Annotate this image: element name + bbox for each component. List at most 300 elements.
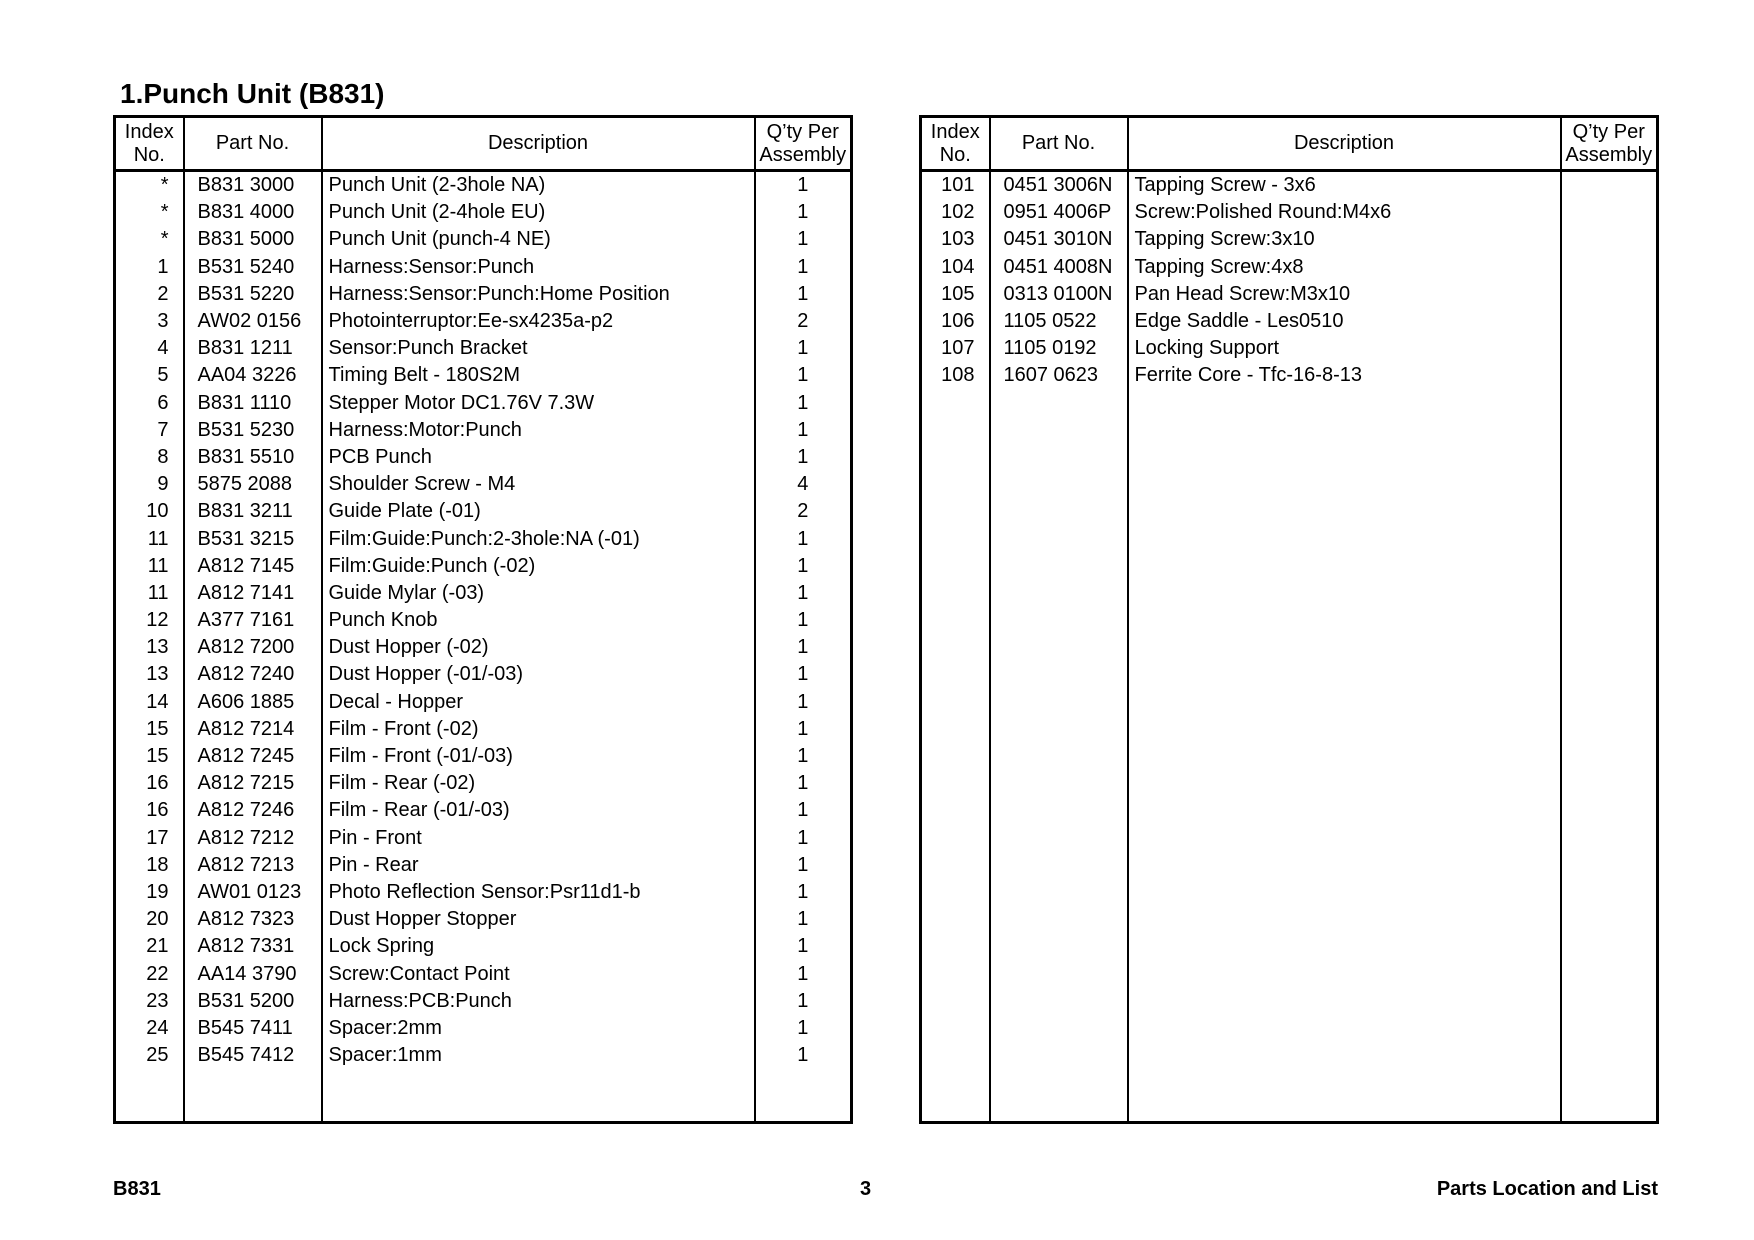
qty-cell — [1561, 335, 1658, 362]
description-cell: Stepper Motor DC1.76V 7.3W — [322, 390, 755, 417]
qty-cell — [1561, 226, 1658, 253]
part-no-cell — [990, 852, 1128, 879]
description-cell: Screw:Contact Point — [322, 960, 755, 987]
description-cell: PCB Punch — [322, 444, 755, 471]
table-row — [115, 634, 852, 661]
description-cell: Tapping Screw - 3x6 — [1128, 171, 1561, 200]
index-cell: 10 — [146, 500, 169, 523]
index-header-line-2: No. — [133, 143, 165, 166]
qty-cell: 1 — [755, 525, 852, 552]
index-cell: 11 — [147, 554, 169, 577]
empty-table-row — [921, 906, 1658, 933]
empty-table-row — [921, 825, 1658, 852]
description-cell — [1128, 1015, 1561, 1042]
table-row — [115, 716, 852, 743]
part-no-cell: B531 5230 — [184, 417, 322, 444]
index-cell: 13 — [146, 663, 169, 686]
qty-header-line-2: Assembly — [1565, 143, 1653, 166]
spacer-cell — [1561, 1069, 1658, 1123]
description-cell: Timing Belt - 180S2M — [322, 362, 755, 389]
empty-table-row — [921, 525, 1658, 552]
part-no-cell: 1105 0522 — [990, 308, 1128, 335]
qty-cell: 1 — [755, 362, 852, 389]
table-spacer-row — [921, 1069, 1658, 1123]
qty-cell — [1561, 1042, 1658, 1069]
empty-table-row — [921, 444, 1658, 471]
qty-cell — [1561, 553, 1658, 580]
index-cell: 12 — [146, 609, 169, 632]
description-cell — [1128, 852, 1561, 879]
part-no-cell: A812 7331 — [184, 933, 322, 960]
description-cell — [1128, 770, 1561, 797]
index-cell: 3 — [157, 310, 169, 333]
part-no-cell: 1105 0192 — [990, 335, 1128, 362]
description-cell — [1128, 525, 1561, 552]
table-row — [921, 362, 1658, 389]
description-cell — [1128, 634, 1561, 661]
description-cell: Spacer:2mm — [322, 1015, 755, 1042]
table-header-row — [115, 117, 852, 171]
description-cell: Film - Front (-01/-03) — [322, 743, 755, 770]
qty-cell: 1 — [755, 825, 852, 852]
qty-cell: 1 — [755, 933, 852, 960]
qty-cell: 1 — [755, 281, 852, 308]
description-cell: Harness:Sensor:Punch:Home Position — [322, 281, 755, 308]
part-no-cell: A812 7323 — [184, 906, 322, 933]
index-header-line-2: No. — [939, 143, 971, 166]
index-cell — [921, 852, 990, 879]
index-cell: 6 — [157, 391, 169, 414]
spacer-cell — [1128, 1069, 1561, 1123]
qty-header-line-1: Q’ty Per — [1572, 120, 1645, 143]
spacer-cell — [990, 1069, 1128, 1123]
qty-cell: 1 — [755, 743, 852, 770]
index-cell: 17 — [146, 826, 169, 849]
part-no-cell: A812 7245 — [184, 743, 322, 770]
part-no-cell — [990, 906, 1128, 933]
table-row — [115, 444, 852, 471]
description-cell — [1128, 661, 1561, 688]
empty-table-row — [921, 879, 1658, 906]
table-row — [115, 607, 852, 634]
index-cell — [921, 553, 990, 580]
description-cell: Film:Guide:Punch:2-3hole:NA (-01) — [322, 525, 755, 552]
qty-cell — [1561, 444, 1658, 471]
empty-table-row — [921, 960, 1658, 987]
part-no-cell — [990, 689, 1128, 716]
part-no-cell: A812 7200 — [184, 634, 322, 661]
part-no-cell: B831 5510 — [184, 444, 322, 471]
description-cell: Guide Plate (-01) — [322, 498, 755, 525]
qty-cell — [1561, 906, 1658, 933]
qty-cell — [1561, 689, 1658, 716]
description-cell: Spacer:1mm — [322, 1042, 755, 1069]
empty-table-row — [921, 661, 1658, 688]
table-row — [115, 226, 852, 253]
index-cell — [921, 498, 990, 525]
index-cell — [921, 1015, 990, 1042]
index-cell — [921, 689, 990, 716]
table-row — [115, 852, 852, 879]
index-header-line-1: Index — [124, 120, 174, 143]
description-cell: Dust Hopper (-01/-03) — [322, 661, 755, 688]
table-row — [115, 199, 852, 226]
description-cell — [1128, 1042, 1561, 1069]
part-no-cell: A812 7215 — [184, 770, 322, 797]
footer-page-number: 3 — [860, 1178, 872, 1200]
table-row — [115, 553, 852, 580]
index-cell: 106 — [941, 310, 975, 333]
index-cell — [921, 607, 990, 634]
spacer-cell — [921, 1069, 990, 1123]
index-cell — [921, 390, 990, 417]
index-cell: 16 — [146, 799, 169, 822]
qty-cell — [1561, 498, 1658, 525]
description-cell: Film - Rear (-01/-03) — [322, 797, 755, 824]
index-cell: 13 — [146, 636, 169, 659]
description-cell — [1128, 498, 1561, 525]
empty-table-row — [921, 689, 1658, 716]
index-cell: 21 — [146, 935, 169, 958]
part-no-cell — [990, 879, 1128, 906]
qty-cell — [1561, 254, 1658, 281]
part-no-cell: 0451 3006N — [990, 171, 1128, 200]
index-cell: 14 — [146, 690, 169, 713]
qty-cell: 1 — [755, 797, 852, 824]
empty-table-row — [921, 580, 1658, 607]
index-cell: 108 — [941, 364, 975, 387]
index-cell — [921, 988, 990, 1015]
part-no-cell — [990, 1015, 1128, 1042]
part-no-cell: A812 7212 — [184, 825, 322, 852]
description-cell: Harness:Sensor:Punch — [322, 254, 755, 281]
part-no-cell: AA14 3790 — [184, 960, 322, 987]
index-cell — [921, 960, 990, 987]
empty-table-row — [921, 716, 1658, 743]
description-cell: Dust Hopper Stopper — [322, 906, 755, 933]
qty-cell — [1561, 1015, 1658, 1042]
description-cell — [1128, 689, 1561, 716]
description-cell: Tapping Screw:3x10 — [1128, 226, 1561, 253]
part-no-cell: A377 7161 — [184, 607, 322, 634]
index-cell: 4 — [157, 337, 169, 360]
index-cell: 25 — [146, 1044, 169, 1067]
index-header — [115, 117, 184, 171]
empty-table-row — [921, 498, 1658, 525]
qty-header-line-1: Q’ty Per — [766, 120, 839, 143]
part-no-cell — [990, 471, 1128, 498]
description-cell: Screw:Polished Round:M4x6 — [1128, 199, 1561, 226]
description-cell — [1128, 960, 1561, 987]
table-row — [115, 1042, 852, 1069]
index-cell — [921, 634, 990, 661]
index-cell: 20 — [146, 908, 169, 931]
table-row — [115, 743, 852, 770]
part-no-cell — [990, 553, 1128, 580]
table-row — [921, 281, 1658, 308]
description-cell — [1128, 607, 1561, 634]
part-no-cell: B531 5200 — [184, 988, 322, 1015]
index-cell: 11 — [147, 527, 169, 550]
table-row — [115, 498, 852, 525]
parts-table-right — [919, 115, 1659, 1124]
part-no-cell: A606 1885 — [184, 689, 322, 716]
part-no-cell — [990, 988, 1128, 1015]
table-row — [115, 254, 852, 281]
qty-cell: 1 — [755, 171, 852, 200]
qty-cell — [1561, 852, 1658, 879]
table-row — [115, 308, 852, 335]
empty-table-row — [921, 743, 1658, 770]
part-no-cell: A812 7213 — [184, 852, 322, 879]
part-no-cell — [990, 770, 1128, 797]
index-cell: 11 — [147, 581, 169, 604]
part-no-cell: A812 7214 — [184, 716, 322, 743]
index-cell: 8 — [157, 445, 169, 468]
parts-table-left-body — [115, 171, 852, 1123]
part-no-header: Part No. — [990, 117, 1128, 171]
qty-cell: 1 — [755, 199, 852, 226]
qty-cell: 1 — [755, 417, 852, 444]
table-row — [115, 770, 852, 797]
table-row — [115, 362, 852, 389]
description-cell: Pin - Front — [322, 825, 755, 852]
description-cell: Locking Support — [1128, 335, 1561, 362]
part-no-cell — [990, 607, 1128, 634]
part-no-cell — [990, 797, 1128, 824]
part-no-cell: 0451 4008N — [990, 254, 1128, 281]
part-no-cell: AW01 0123 — [184, 879, 322, 906]
part-no-cell — [990, 498, 1128, 525]
footer-model: B831 — [113, 1178, 161, 1200]
description-cell: Film - Rear (-02) — [322, 770, 755, 797]
description-cell: Photointerruptor:Ee-sx4235a-p2 — [322, 308, 755, 335]
qty-cell: 1 — [755, 716, 852, 743]
index-cell: 15 — [146, 717, 169, 740]
qty-cell — [1561, 879, 1658, 906]
part-no-cell: B545 7412 — [184, 1042, 322, 1069]
part-no-cell — [990, 634, 1128, 661]
index-cell — [921, 825, 990, 852]
qty-cell — [1561, 743, 1658, 770]
empty-table-row — [921, 417, 1658, 444]
index-cell: 104 — [941, 255, 975, 278]
description-cell — [1128, 444, 1561, 471]
index-cell — [921, 1042, 990, 1069]
part-no-cell: B531 3215 — [184, 525, 322, 552]
qty-cell — [1561, 988, 1658, 1015]
index-cell — [921, 417, 990, 444]
table-row — [115, 879, 852, 906]
qty-cell: 1 — [755, 444, 852, 471]
description-cell: Shoulder Screw - M4 — [322, 471, 755, 498]
empty-table-row — [921, 553, 1658, 580]
description-cell — [1128, 471, 1561, 498]
index-cell: 16 — [146, 772, 169, 795]
index-cell — [921, 661, 990, 688]
table-row — [115, 661, 852, 688]
index-cell: 103 — [941, 228, 975, 251]
index-cell — [921, 879, 990, 906]
empty-table-row — [921, 933, 1658, 960]
part-no-cell: B831 3000 — [184, 171, 322, 200]
part-no-cell — [990, 580, 1128, 607]
qty-cell — [1561, 199, 1658, 226]
description-cell — [1128, 417, 1561, 444]
index-cell: 2 — [157, 282, 169, 305]
qty-cell: 1 — [755, 607, 852, 634]
qty-cell: 1 — [755, 580, 852, 607]
qty-cell: 1 — [755, 226, 852, 253]
qty-cell — [1561, 661, 1658, 688]
qty-cell: 1 — [755, 1042, 852, 1069]
index-cell: 7 — [157, 418, 169, 441]
parts-table-left — [113, 115, 853, 1124]
empty-table-row — [921, 390, 1658, 417]
description-cell — [1128, 797, 1561, 824]
part-no-cell: B545 7411 — [184, 1015, 322, 1042]
description-cell — [1128, 390, 1561, 417]
table-row — [115, 906, 852, 933]
index-cell — [921, 797, 990, 824]
qty-cell — [1561, 390, 1658, 417]
part-no-cell: B831 1110 — [184, 390, 322, 417]
description-cell: Pin - Rear — [322, 852, 755, 879]
qty-cell — [1561, 525, 1658, 552]
qty-cell: 1 — [755, 960, 852, 987]
description-cell: Film - Front (-02) — [322, 716, 755, 743]
description-cell — [1128, 743, 1561, 770]
part-no-cell — [990, 960, 1128, 987]
index-cell: 19 — [146, 880, 169, 903]
part-no-cell: 1607 0623 — [990, 362, 1128, 389]
part-no-cell: B531 5240 — [184, 254, 322, 281]
part-no-cell: 0313 0100N — [990, 281, 1128, 308]
empty-table-row — [921, 852, 1658, 879]
part-no-cell: B831 4000 — [184, 199, 322, 226]
table-row — [115, 797, 852, 824]
qty-cell — [1561, 281, 1658, 308]
table-row — [115, 988, 852, 1015]
qty-cell: 1 — [755, 1015, 852, 1042]
table-spacer-row — [115, 1069, 852, 1123]
page-title: 1.Punch Unit (B831) — [120, 78, 385, 109]
qty-cell — [1561, 417, 1658, 444]
description-cell: Punch Knob — [322, 607, 755, 634]
index-cell — [921, 933, 990, 960]
qty-cell: 2 — [755, 308, 852, 335]
description-header: Description — [322, 117, 755, 171]
qty-cell: 1 — [755, 689, 852, 716]
description-cell — [1128, 906, 1561, 933]
part-no-cell: A812 7240 — [184, 661, 322, 688]
table-row — [921, 199, 1658, 226]
index-cell — [921, 580, 990, 607]
description-cell: Edge Saddle - Les0510 — [1128, 308, 1561, 335]
qty-cell — [1561, 634, 1658, 661]
index-cell: * — [160, 201, 169, 224]
qty-cell — [1561, 471, 1658, 498]
description-cell: Dust Hopper (-02) — [322, 634, 755, 661]
index-cell — [921, 525, 990, 552]
table-row — [115, 171, 852, 200]
table-row — [921, 254, 1658, 281]
description-cell — [1128, 553, 1561, 580]
qty-cell: 4 — [755, 471, 852, 498]
empty-table-row — [921, 1042, 1658, 1069]
table-row — [115, 960, 852, 987]
qty-cell: 1 — [755, 879, 852, 906]
description-cell — [1128, 716, 1561, 743]
index-cell: 107 — [941, 337, 975, 360]
index-cell — [921, 743, 990, 770]
qty-cell — [1561, 607, 1658, 634]
description-cell — [1128, 879, 1561, 906]
qty-cell: 1 — [755, 988, 852, 1015]
qty-cell — [1561, 825, 1658, 852]
index-cell: 102 — [941, 201, 975, 224]
qty-cell: 1 — [755, 661, 852, 688]
description-cell: Tapping Screw:4x8 — [1128, 254, 1561, 281]
qty-cell — [1561, 308, 1658, 335]
qty-cell — [1561, 797, 1658, 824]
part-no-cell: B831 1211 — [184, 335, 322, 362]
index-cell: * — [160, 228, 169, 251]
index-cell: 5 — [157, 364, 169, 387]
description-cell: Ferrite Core - Tfc-16-8-13 — [1128, 362, 1561, 389]
qty-cell — [1561, 960, 1658, 987]
description-cell: Photo Reflection Sensor:Psr11d1-b — [322, 879, 755, 906]
description-cell: Lock Spring — [322, 933, 755, 960]
table-row — [921, 171, 1658, 200]
qty-cell: 1 — [755, 390, 852, 417]
index-cell: 9 — [157, 473, 169, 496]
description-cell — [1128, 933, 1561, 960]
index-cell — [921, 471, 990, 498]
index-cell: 15 — [146, 745, 169, 768]
part-no-cell: AA04 3226 — [184, 362, 322, 389]
description-cell: Pan Head Screw:M3x10 — [1128, 281, 1561, 308]
spacer-cell — [184, 1069, 322, 1123]
part-no-cell — [990, 716, 1128, 743]
qty-cell — [1561, 580, 1658, 607]
part-no-cell: 0951 4006P — [990, 199, 1128, 226]
qty-cell — [1561, 933, 1658, 960]
table-row — [115, 335, 852, 362]
index-header — [921, 117, 990, 171]
part-no-cell: 5875 2088 — [184, 471, 322, 498]
table-row — [115, 1015, 852, 1042]
description-cell: Harness:Motor:Punch — [322, 417, 755, 444]
index-cell: 24 — [146, 1016, 169, 1039]
description-cell — [1128, 580, 1561, 607]
empty-table-row — [921, 770, 1658, 797]
table-row — [115, 580, 852, 607]
index-cell: 105 — [941, 282, 975, 305]
description-cell: Film:Guide:Punch (-02) — [322, 553, 755, 580]
index-cell: * — [160, 174, 169, 197]
qty-header — [1561, 117, 1658, 171]
table-row — [115, 525, 852, 552]
description-cell: Decal - Hopper — [322, 689, 755, 716]
part-no-cell: A812 7145 — [184, 553, 322, 580]
index-cell: 22 — [146, 962, 169, 985]
qty-cell: 1 — [755, 852, 852, 879]
part-no-cell — [990, 661, 1128, 688]
qty-cell — [1561, 362, 1658, 389]
description-cell: Punch Unit (punch-4 NE) — [322, 226, 755, 253]
empty-table-row — [921, 634, 1658, 661]
